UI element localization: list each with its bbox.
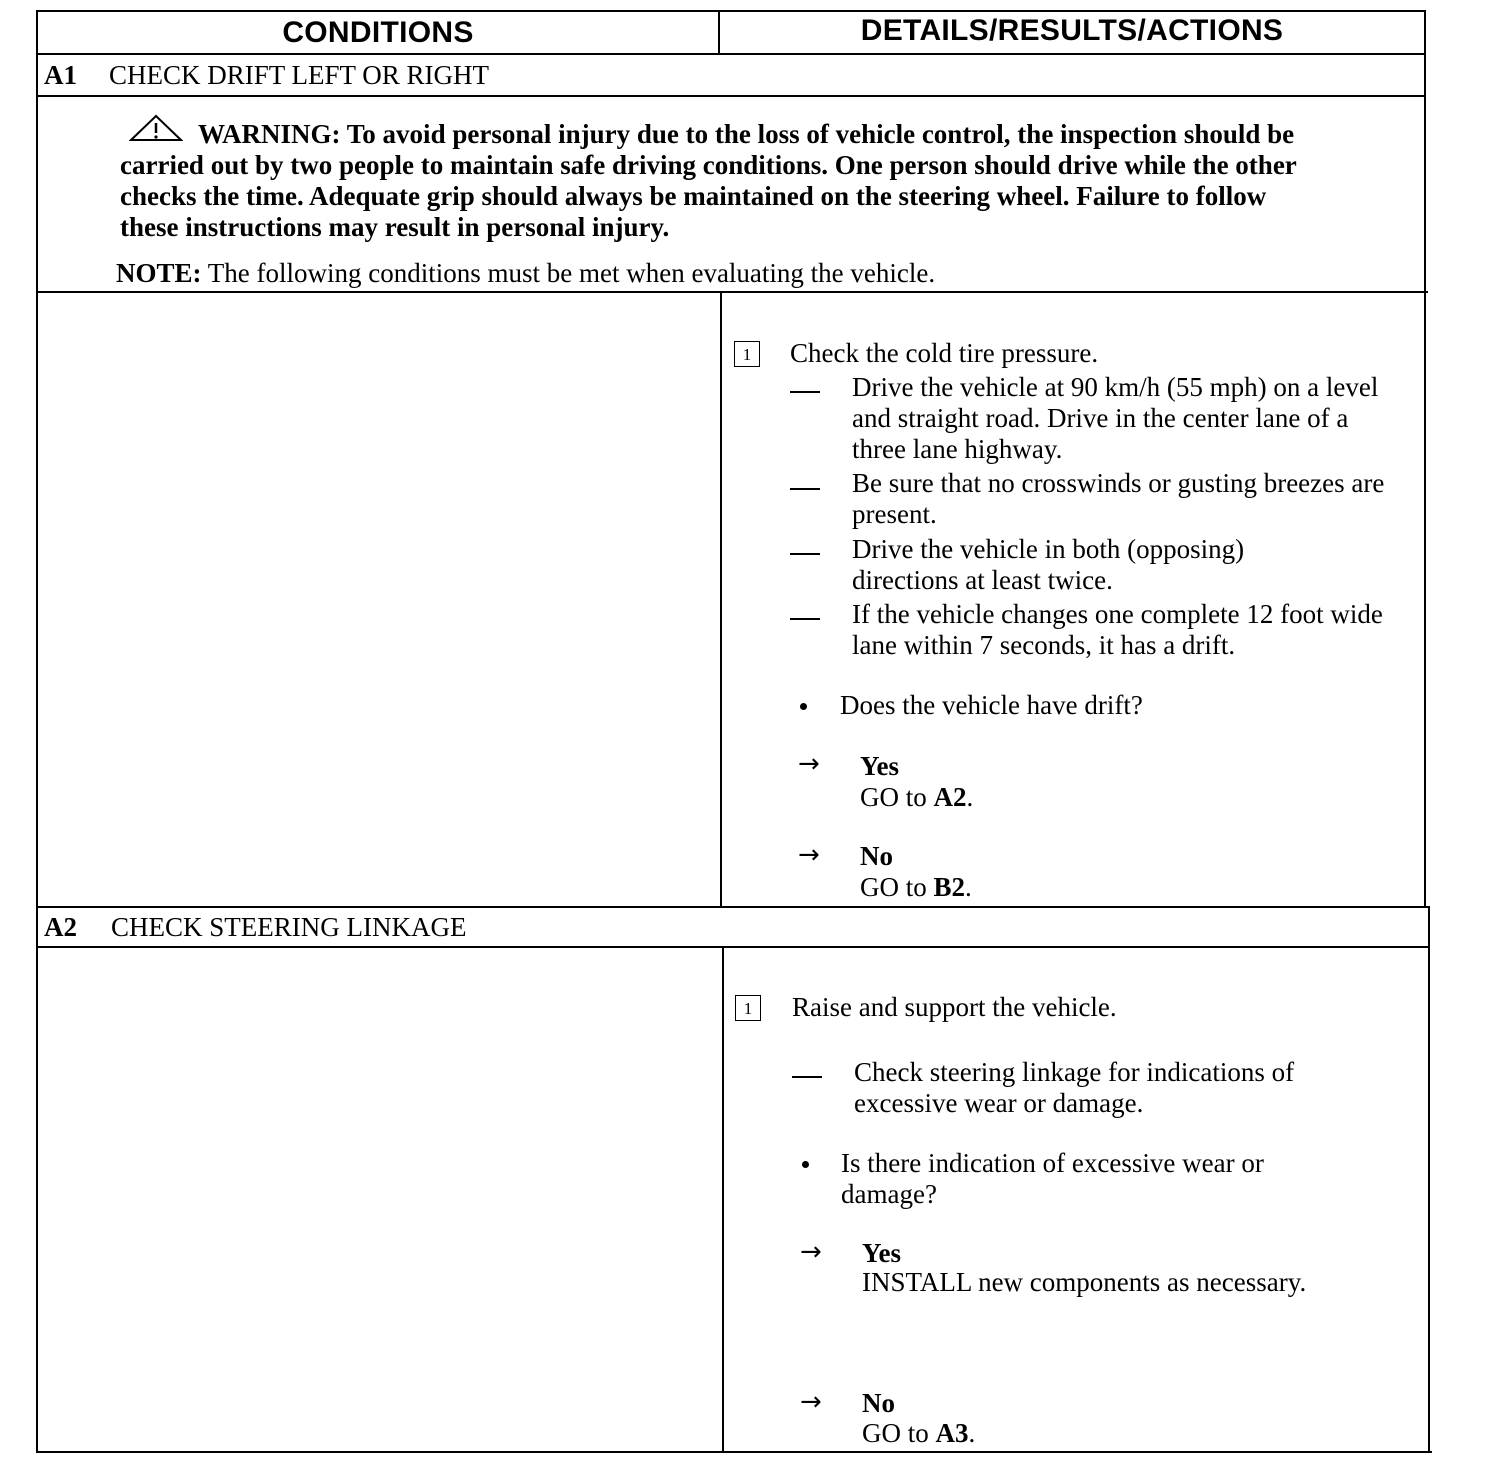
a1-step-number-box: 1 xyxy=(734,341,760,367)
right-arrow-icon: → xyxy=(798,840,820,870)
a2-yes-action: INSTALL new components as necessary. xyxy=(862,1267,1307,1297)
a1-dash-4 xyxy=(790,618,820,620)
a2-no-action: GO to A3. xyxy=(862,1418,976,1448)
a2-no-action-prefix: GO to xyxy=(862,1418,936,1448)
a2-step-id: A2 xyxy=(44,912,77,942)
details-column-header: DETAILS/RESULTS/ACTIONS xyxy=(860,14,1284,47)
right-arrow-icon: → xyxy=(800,1387,822,1417)
a1-yes-action-prefix: GO to xyxy=(860,782,934,812)
a1-title-bottom-border xyxy=(36,95,1426,97)
a1-step-title xyxy=(44,60,489,91)
a2-title-top-border xyxy=(38,906,1430,908)
warning-text: To avoid personal injury due to the loss of vehicle control, the inspection should be carried out by two people to maintain safe driving conditions. One person should drive while the other checks the time. Adequate grip should always be maintained on the steering wheel. Failure to follow these instructions may result in personal injury. xyxy=(120,119,1297,242)
table-top-border xyxy=(36,10,1426,12)
conditions-column-header: CONDITIONS xyxy=(282,16,474,49)
a1-dash-item-1: Drive the vehicle at 90 km/h (55 mph) on a level and straight road. Drive in the center lane of a three lane highway. xyxy=(852,372,1379,464)
warning-label: WARNING: xyxy=(198,119,341,149)
table-right-border-upper xyxy=(1424,10,1426,908)
a2-question-bullet xyxy=(802,1161,809,1168)
a2-step-text: Raise and support the vehicle. xyxy=(792,992,1117,1022)
a2-step-number-box: 1 xyxy=(735,995,761,1021)
table-bottom-border xyxy=(38,1451,1432,1453)
a1-dash-item-2: Be sure that no crosswinds or gusting breezes are present. xyxy=(852,468,1385,529)
right-arrow-icon: → xyxy=(798,749,820,779)
table-left-border xyxy=(36,10,38,1453)
a1-column-divider xyxy=(720,291,722,908)
a2-no-label: No xyxy=(862,1388,895,1418)
a1-question: Does the vehicle have drift? xyxy=(840,690,1143,720)
a1-note-bottom-border xyxy=(36,291,1428,293)
a1-step-text: Check the cold tire pressure. xyxy=(790,338,1099,368)
a1-step-name: CHECK DRIFT LEFT OR RIGHT xyxy=(109,60,490,90)
a2-title-bottom-border xyxy=(38,946,1430,948)
a2-question: Is there indication of excessive wear or damage? xyxy=(841,1148,1264,1209)
a1-dash-2 xyxy=(790,488,820,490)
a2-dash-1 xyxy=(792,1076,822,1078)
note-label: NOTE: xyxy=(116,258,202,288)
a1-no-action-target: B2 xyxy=(933,872,966,902)
a1-dash-item-3: Drive the vehicle in both (opposing) directions at least twice. xyxy=(852,534,1245,595)
header-bottom-border xyxy=(36,53,1426,55)
a2-column-divider xyxy=(722,946,724,1453)
a2-step-title xyxy=(44,912,466,943)
table-right-border-lower xyxy=(1428,906,1430,1453)
a1-no-action: GO to B2. xyxy=(860,872,972,902)
a1-dash-item-4: If the vehicle changes one complete 12 foot wide lane within 7 seconds, it has a drift. xyxy=(852,599,1383,660)
a1-no-label: No xyxy=(860,841,893,871)
a1-yes-action-target: A2 xyxy=(933,782,967,812)
a2-step-name: CHECK STEERING LINKAGE xyxy=(111,912,467,942)
a1-note xyxy=(116,258,935,289)
a1-dash-3 xyxy=(790,553,820,555)
a1-warning xyxy=(120,119,1320,243)
a1-step-id: A1 xyxy=(44,60,77,90)
a1-no-action-prefix: GO to xyxy=(860,872,934,902)
a1-yes-label: Yes xyxy=(860,751,899,781)
a1-dash-1 xyxy=(790,391,820,393)
note-text: The following conditions must be met when evaluating the vehicle. xyxy=(207,258,936,288)
a1-question-bullet xyxy=(800,703,807,710)
right-arrow-icon: → xyxy=(800,1237,822,1267)
a2-yes-label: Yes xyxy=(862,1238,901,1268)
a1-yes-action: GO to A2. xyxy=(860,782,974,812)
a2-dash-item-1: Check steering linkage for indications of excessive wear or damage. xyxy=(854,1057,1295,1118)
a2-no-action-target: A3 xyxy=(935,1418,969,1448)
